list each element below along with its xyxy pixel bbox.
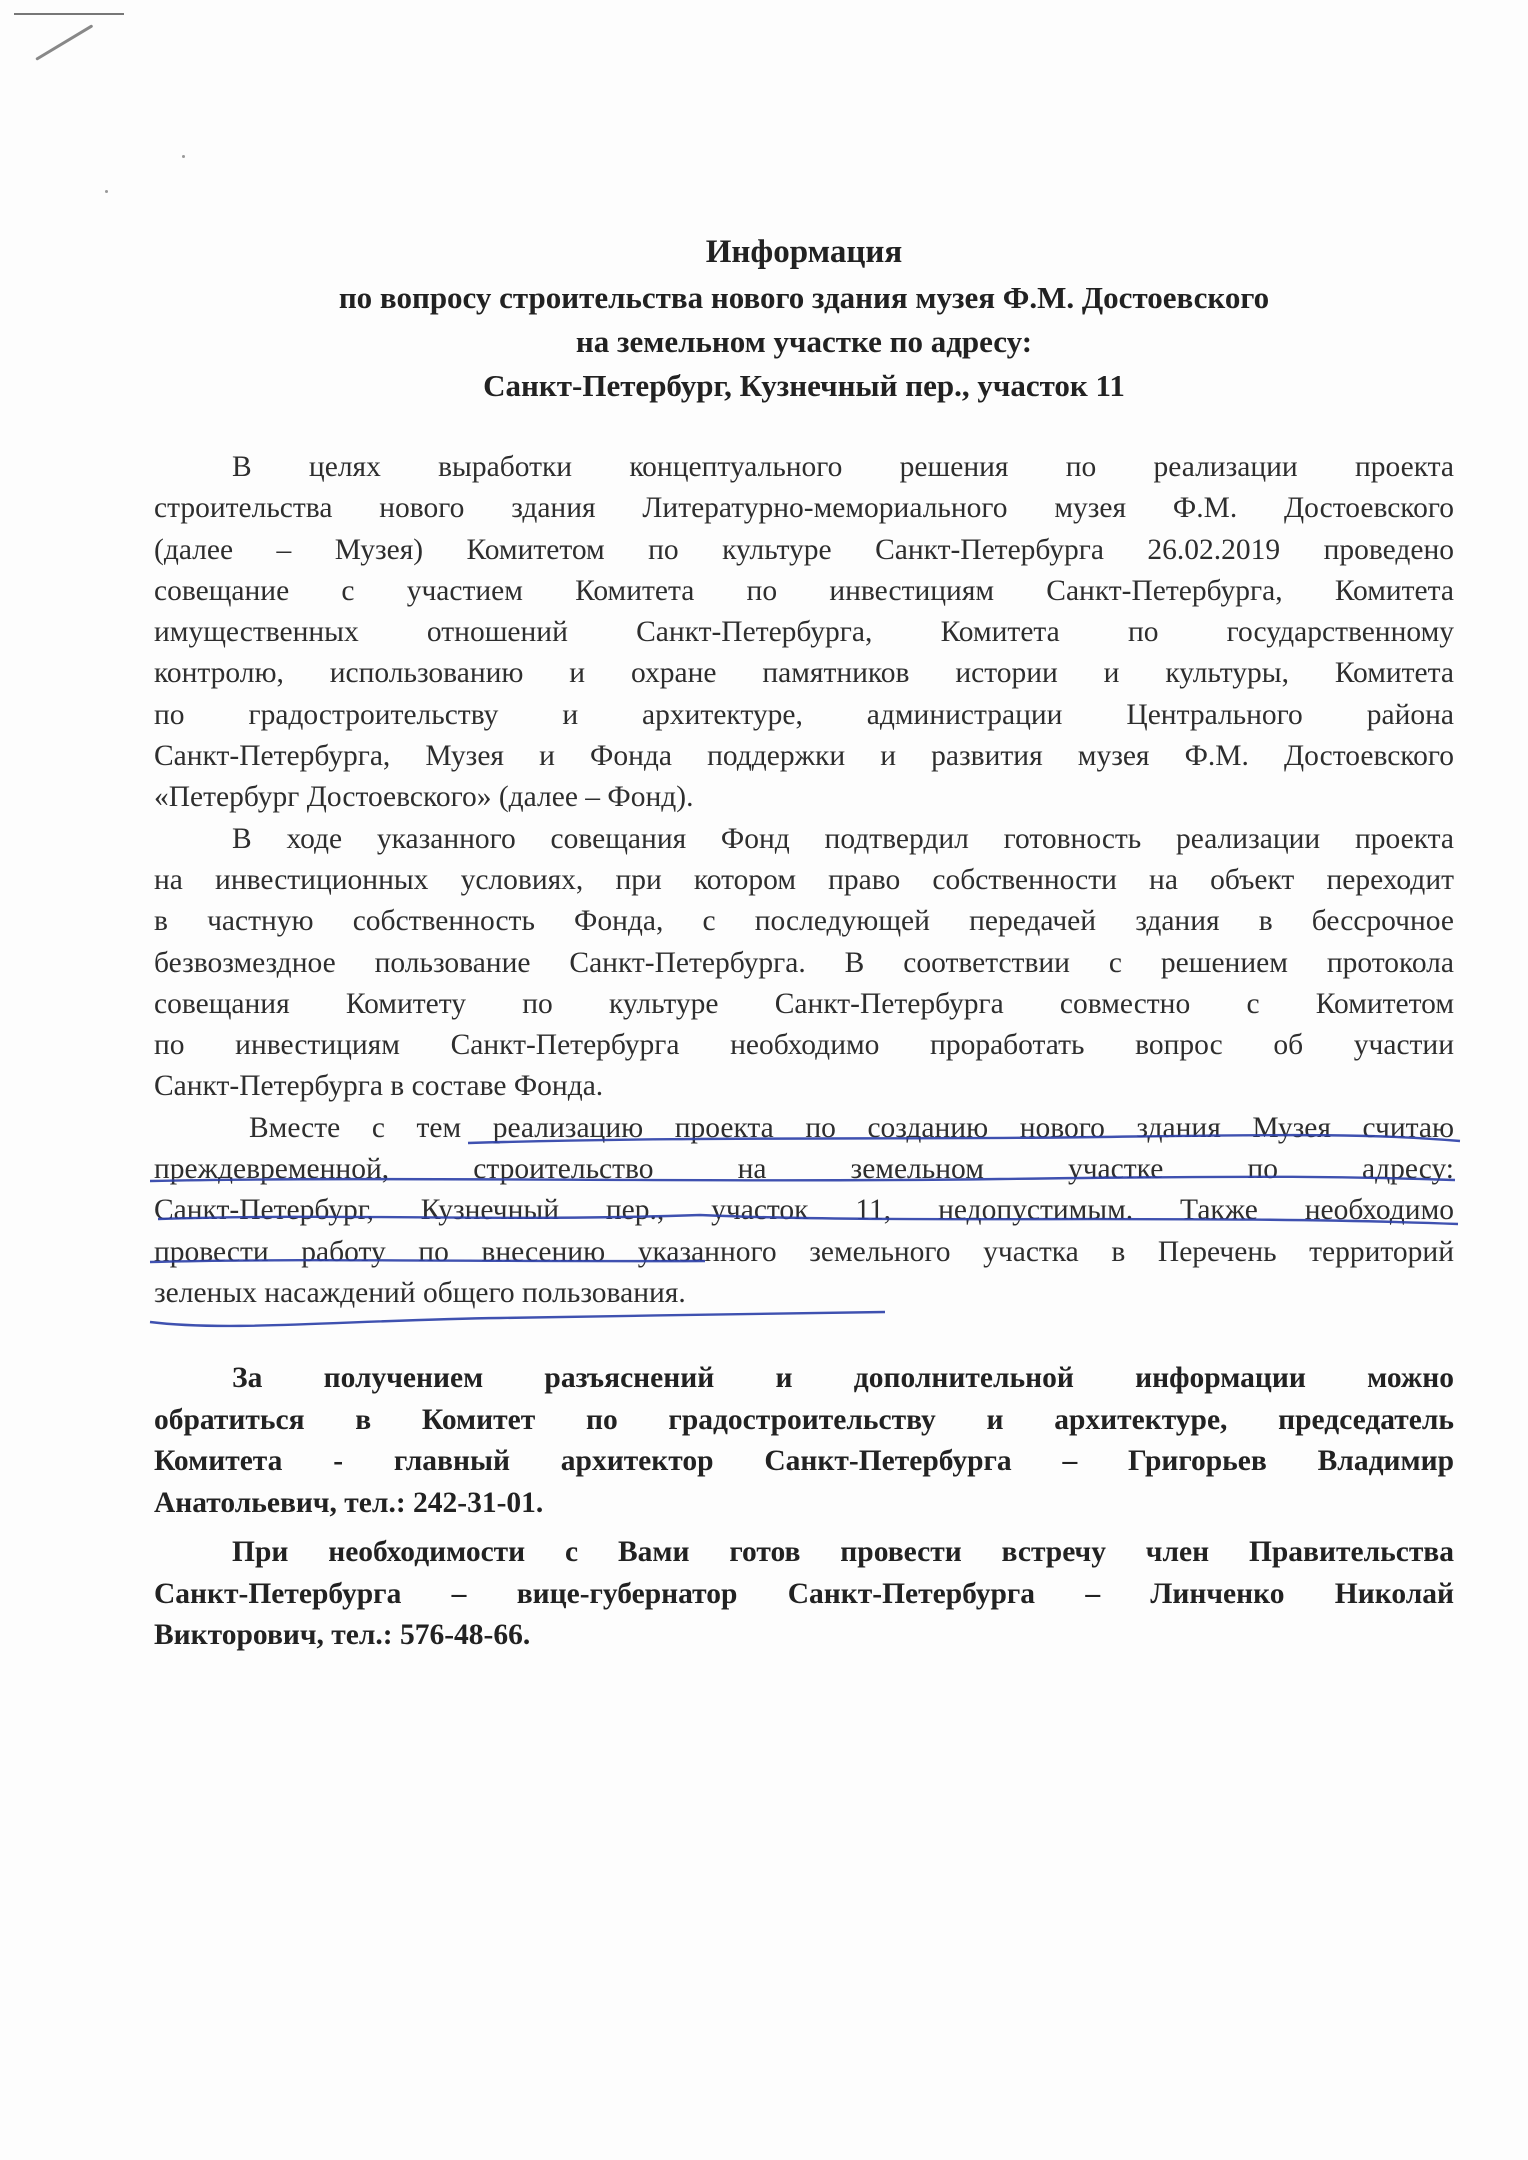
document-subtitle-line: Санкт-Петербург, Кузнечный пер., участок 11 (483, 368, 1125, 403)
text-line: Санкт-Петербурга, Музея и Фонда поддержки и развития музея Ф.М. Достоевского (154, 740, 1454, 773)
ink-underline (150, 1312, 885, 1326)
text-line: по градостроительству и архитектуре, администрации Центрального района (154, 698, 1454, 731)
text-line: Комитета - главный архитектор Санкт-Петербурга – Григорьев Владимир (154, 1445, 1454, 1477)
document-title: Информация (705, 234, 903, 270)
contact-paragraph-architect (154, 1358, 1454, 1524)
text-line: Санкт-Петербург, Кузнечный пер., участок 11, недопустимым. Также необходимо (154, 1194, 1454, 1227)
text-line: преждевременной, строительство на земельном участке по адресу: (154, 1153, 1454, 1186)
text-line: обратиться в Комитет по градостроительству и архитектуре, председатель (154, 1403, 1454, 1436)
contact-information (154, 1358, 1454, 1657)
text-line: Викторович, тел.: 576-48-66. (154, 1619, 531, 1651)
text-line: Анатольевич, тел.: 242-31-01. (154, 1486, 544, 1519)
text-line: (далее – Музея) Комитетом по культуре Санкт-Петербурга 26.02.2019 проведено (154, 533, 1454, 566)
text-line: провести работу по внесению указанного земельного участка в Перечень территорий (154, 1235, 1454, 1268)
text-line: контролю, использованию и охране памятников истории и культуры, Комитета (154, 657, 1454, 690)
text-line: Санкт-Петербурга в составе Фонда. (154, 1070, 604, 1103)
ink-underline (158, 1215, 1458, 1224)
text-line: «Петербург Достоевского» (далее – Фонд). (154, 781, 694, 814)
text-line: Вместе с тем реализацию проекта по созданию нового здания Музея считаю (249, 1111, 1454, 1144)
text-line: в частную собственность Фонда, с последующей передачей здания в бессрочное (154, 905, 1454, 938)
text-line: За получением разъяснений и дополнительной информации можно (232, 1362, 1454, 1394)
text-line: безвозмездное пользование Санкт-Петербурга. В соответствии с решением протокола (154, 946, 1454, 979)
text-line: В целях выработки концептуального решения по реализации проекта (232, 451, 1454, 483)
text-line: совещание с участием Комитета по инвестициям Санкт-Петербурга, Комитета (154, 574, 1454, 607)
text-line: При необходимости с Вами готов провести встречу член Правительства (232, 1536, 1454, 1568)
text-line: зеленых насаждений общего пользования. (154, 1276, 686, 1309)
document-subtitle-line: по вопросу строительства нового здания музея Ф.М. Достоевского (338, 280, 1270, 315)
ink-underline (468, 1135, 1460, 1143)
text-line: В ходе указанного совещания Фонд подтвердил готовность реализации проекта (232, 822, 1454, 855)
text-line: имущественных отношений Санкт-Петербурга, Комитета по государственному (154, 616, 1454, 649)
text-line: совещания Комитету по культуре Санкт-Петербурга совместно с Комитетом (154, 987, 1454, 1020)
text-line: строительства нового здания Литературно-мемориального музея Ф.М. Достоевского (154, 492, 1454, 525)
document-subtitle-line: на земельном участке по адресу: (575, 324, 1033, 359)
contact-paragraph-vice-governor (154, 1532, 1454, 1657)
ink-underline (150, 1177, 1455, 1181)
ink-underline (150, 1260, 705, 1262)
text-line: Санкт-Петербурга – вице-губернатор Санкт-Петербурга – Линченко Николай (154, 1577, 1454, 1610)
text-line: на инвестиционных условиях, при котором право собственности на объект переходит (154, 863, 1454, 896)
text-line: по инвестициям Санкт-Петербурга необходимо проработать вопрос об участии (154, 1029, 1454, 1062)
